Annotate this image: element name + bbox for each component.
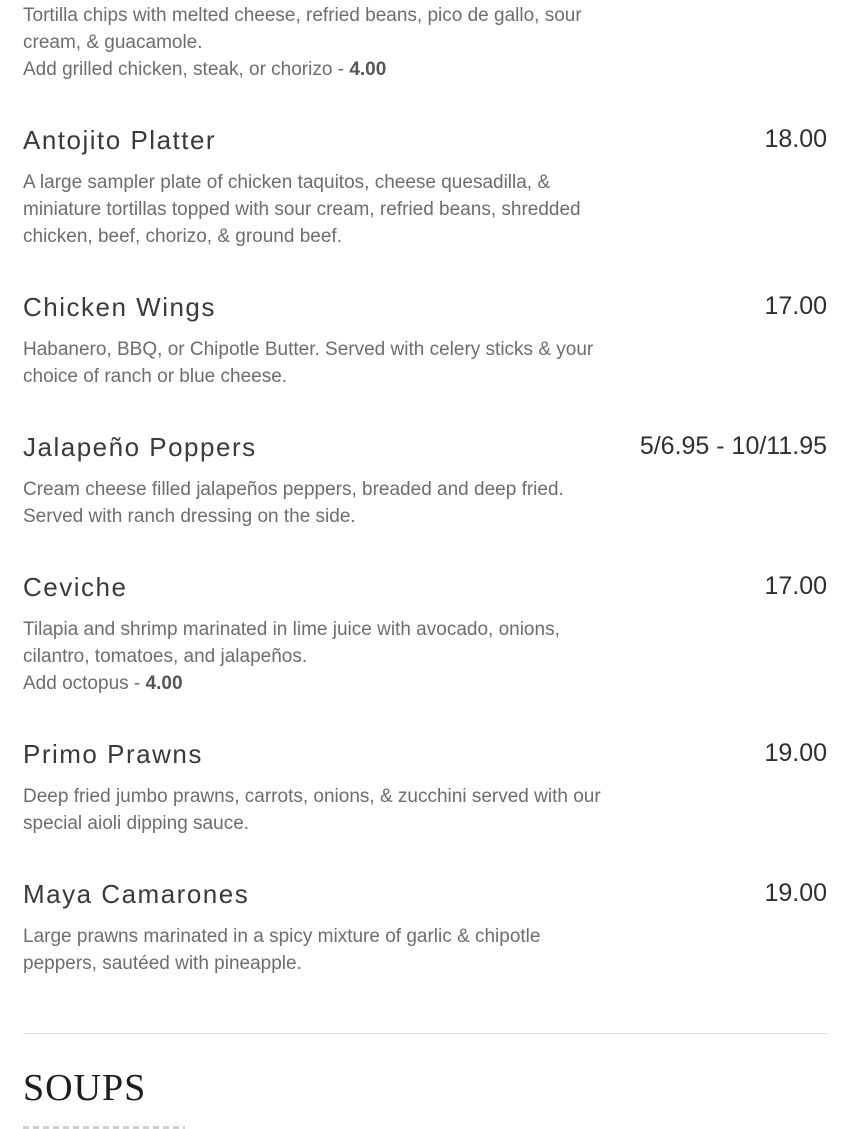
item-title: Chicken Wings	[23, 292, 216, 322]
menu-item	[23, 570, 827, 697]
item-description-line: A large sampler plate of chicken taquitos, cheese quesadilla, &	[23, 172, 551, 193]
section-heading-soups: SOUPS	[23, 1067, 147, 1109]
item-title: Antojito Platter	[23, 125, 217, 155]
item-description-line: chicken, beef, chorizo, & ground beef.	[23, 226, 342, 247]
item-description-line: Add grilled chicken, steak, or chorizo - 4.00	[23, 59, 387, 80]
menu-items-list	[23, 123, 827, 1017]
menu-item	[23, 737, 827, 837]
item-title-row	[23, 290, 827, 324]
item-title-row	[23, 737, 827, 771]
menu-item-partial	[23, 0, 827, 83]
item-title: Primo Prawns	[23, 739, 203, 769]
item-description-line: Habanero, BBQ, or Chipotle Butter. Served with celery sticks & your	[23, 339, 594, 360]
item-title-row	[23, 877, 827, 911]
item-description-line: Tilapia and shrimp marinated in lime juice with avocado, onions,	[23, 619, 560, 640]
item-title-row	[23, 570, 827, 604]
addon-price: 4.00	[145, 673, 183, 694]
item-description-line: miniature tortillas topped with sour cream, refried beans, shredded	[23, 199, 581, 220]
item-title: Jalapeño Poppers	[23, 432, 257, 462]
item-description	[23, 336, 827, 390]
menu-item	[23, 123, 827, 250]
menu-item	[23, 877, 827, 977]
item-description-line: cilantro, tomatoes, and jalapeños.	[23, 646, 308, 667]
item-description-line: peppers, sautéed with pineapple.	[23, 953, 302, 974]
item-description-line: Served with ranch dressing on the side.	[23, 506, 356, 527]
section-divider	[23, 1033, 827, 1034]
item-description-line: Add octopus - 4.00	[23, 673, 183, 694]
item-title-row	[23, 123, 827, 157]
item-description	[23, 616, 827, 697]
item-price: 19.00	[764, 879, 827, 907]
item-title: Ceviche	[23, 572, 128, 602]
item-description	[23, 923, 827, 977]
item-description-line: choice of ranch or blue cheese.	[23, 366, 288, 387]
item-description	[23, 783, 827, 837]
menu-item	[23, 290, 827, 390]
item-description	[23, 2, 827, 83]
item-description-line: Tortilla chips with melted cheese, refried beans, pico de gallo, sour	[23, 5, 582, 26]
addon-price: 4.00	[349, 59, 387, 80]
item-description	[23, 476, 827, 530]
item-title: Maya Camarones	[23, 879, 250, 909]
item-description	[23, 169, 827, 250]
item-description-line: Cream cheese filled jalapeños peppers, breaded and deep fried.	[23, 479, 564, 500]
item-description-line: Large prawns marinated in a spicy mixture of garlic & chipotle	[23, 926, 541, 947]
item-description-line: Deep fried jumbo prawns, carrots, onions, & zucchini served with our	[23, 786, 601, 807]
item-price: 5/6.95 - 10/11.95	[639, 432, 827, 460]
menu-item	[23, 430, 827, 530]
item-price: 17.00	[764, 572, 827, 600]
item-price: 17.00	[764, 292, 827, 320]
item-title-row	[23, 430, 827, 464]
item-price: 19.00	[764, 739, 827, 767]
item-description-line: special aioli dipping sauce.	[23, 813, 250, 834]
item-price: 18.00	[764, 125, 827, 153]
item-description-line: cream, & guacamole.	[23, 32, 203, 53]
